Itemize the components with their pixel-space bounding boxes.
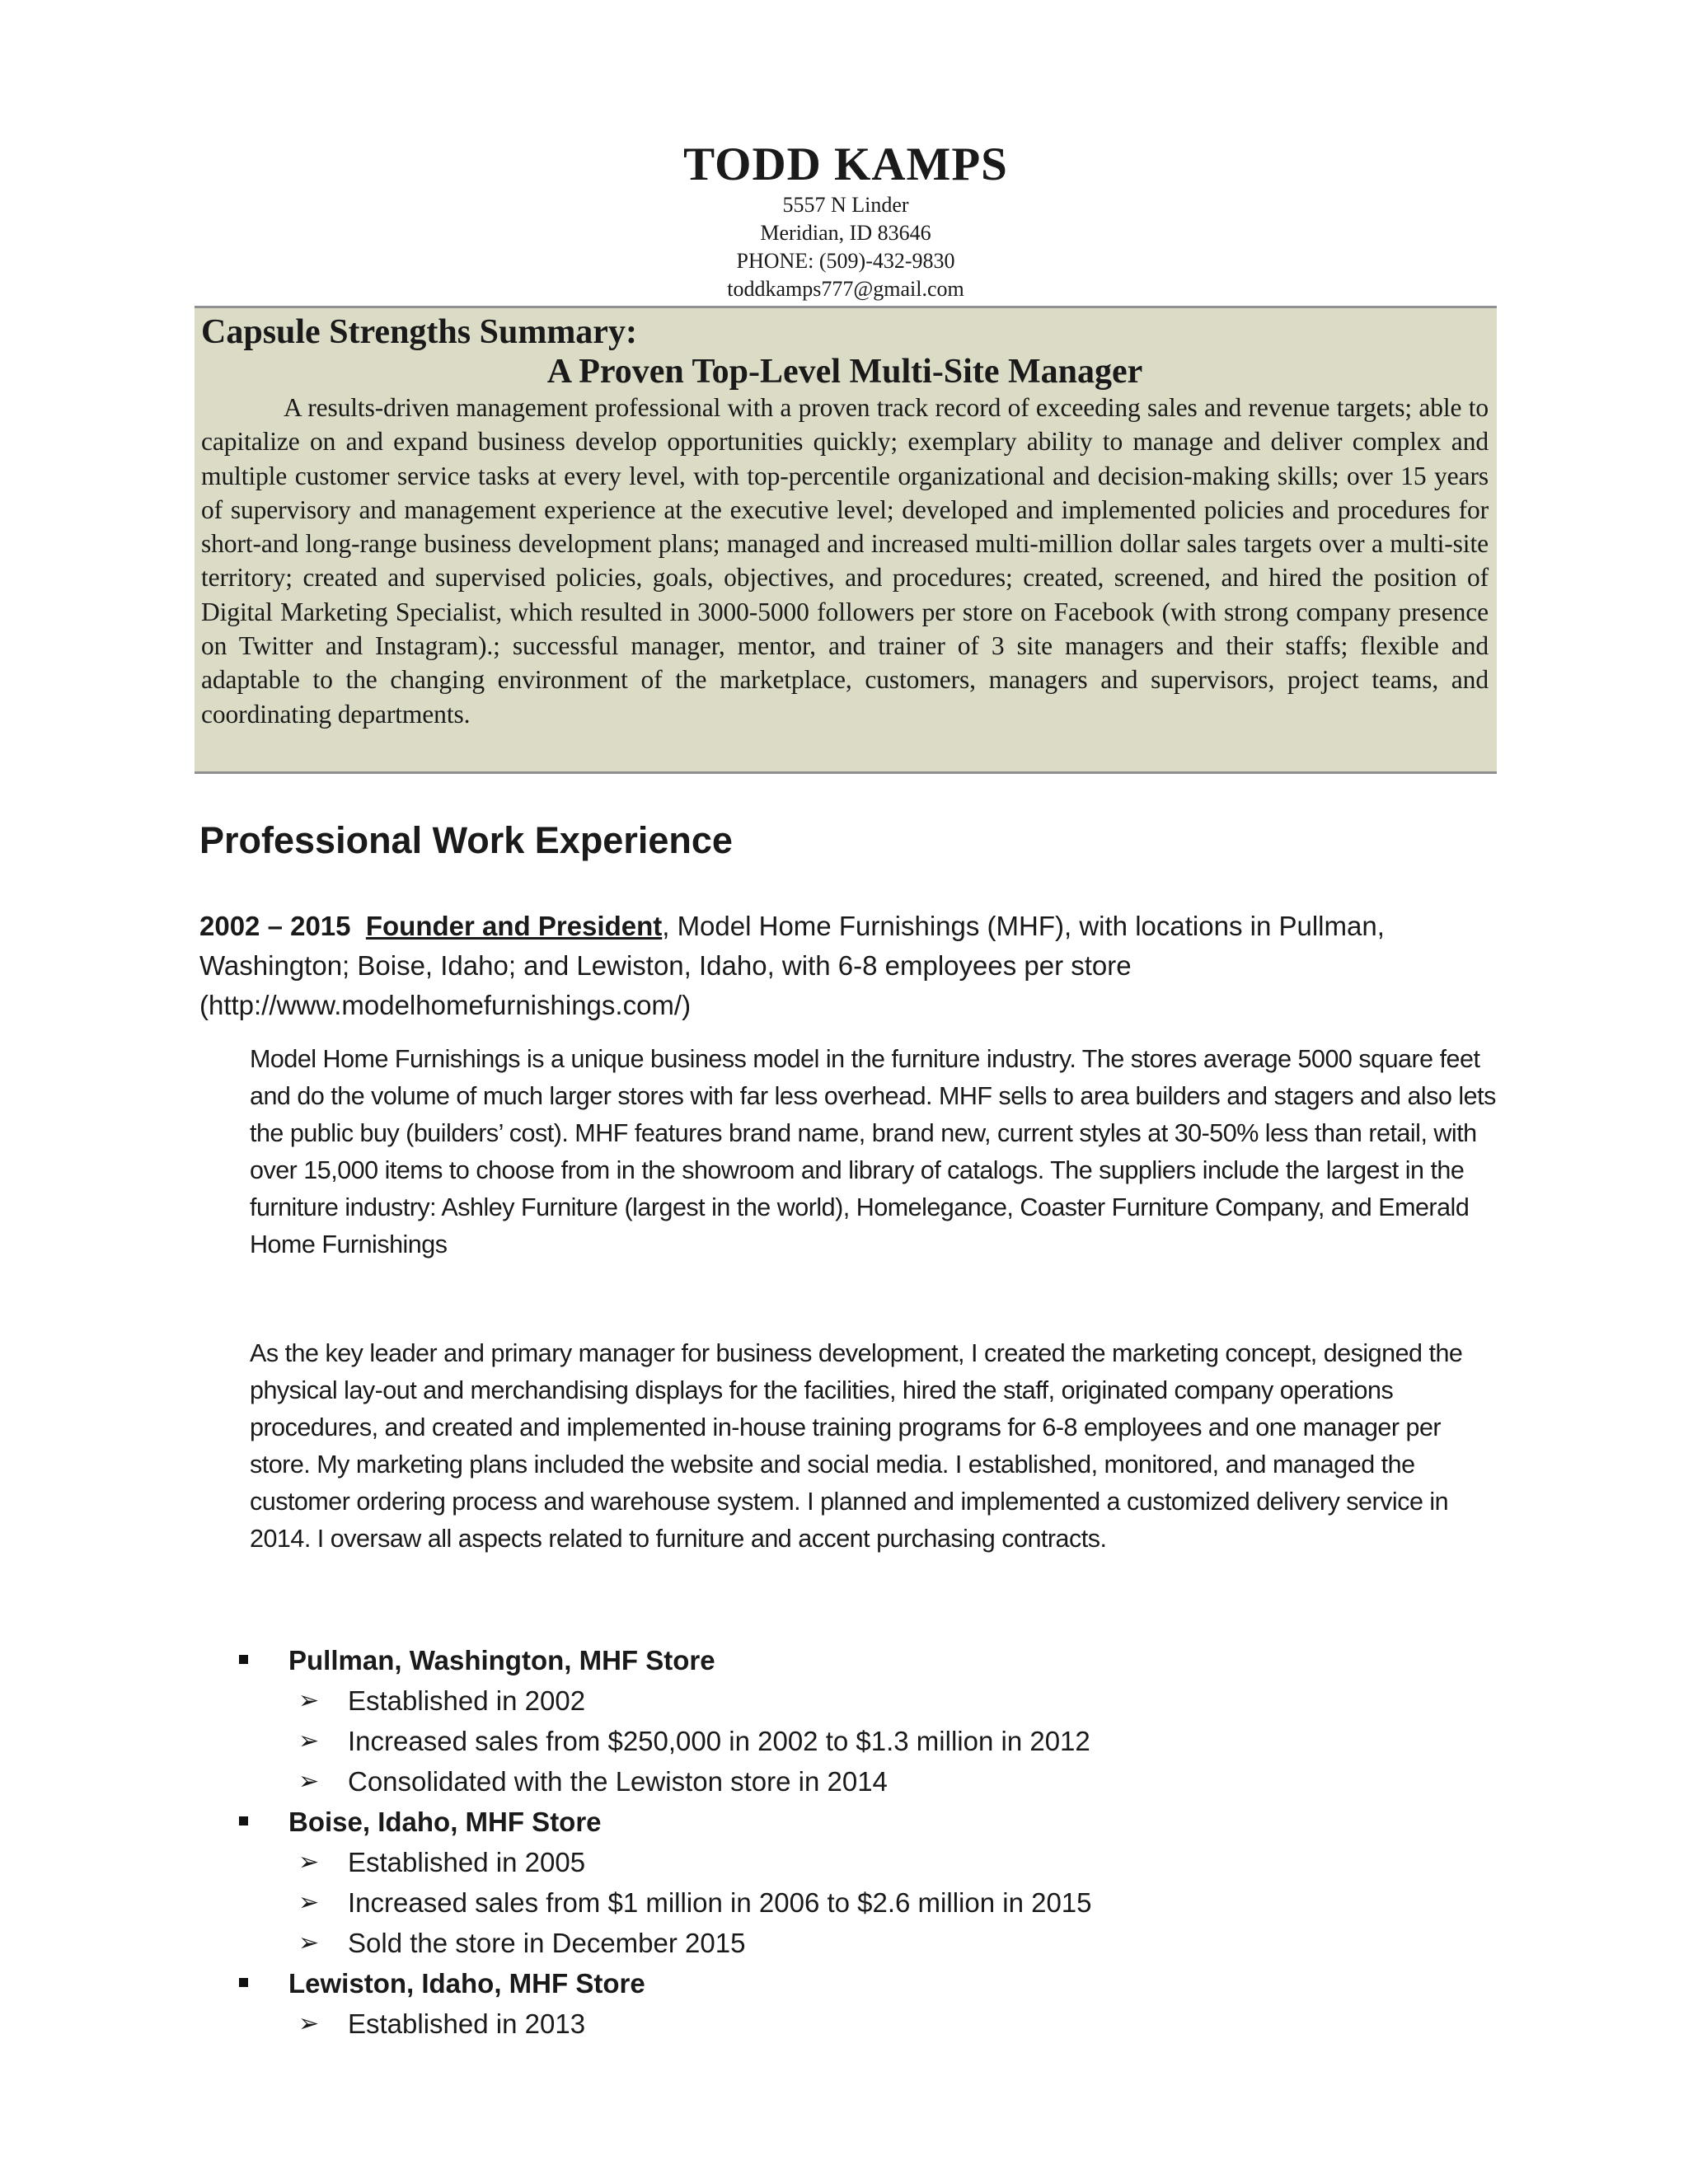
section-title-work-experience: Professional Work Experience <box>199 819 733 861</box>
square-bullet-icon <box>239 1816 248 1825</box>
store-achievement <box>0 1761 1688 1802</box>
store-heading <box>0 1963 1688 2004</box>
capsule-summary-box <box>195 306 1497 774</box>
arrow-bullet-icon: ➢ <box>298 1768 320 1795</box>
arrow-bullet-icon: ➢ <box>298 1687 320 1714</box>
summary-body: A results-driven management professional with a proven track record of exceeding sales and revenue targets; able to capitalize on and expand business develop opportunities quickly; exemplary ability to manage and deliver complex and multiple customer service tasks at every level, with top-percentile organizational and decision-making skills; over 15 years of supervisory and management experience at the executive level; developed and implemented policies and procedures for short-and long-range business development plans; managed and increased multi-million dollar sales targets over a multi-site territory; created and supervised policies, goals, objectives, and procedures; created, screened, and hired the position of Digital Marketing Specialist, which resulted in 3000-5000 followers per store on Facebook (with strong company presence on Twitter and Instagram).; successful manager, mentor, and trainer of 3 site managers and their staffs; flexible and adaptable to the changing environment of the marketplace, customers, managers and supervisors, project teams, and coordinating departments. <box>201 393 1489 729</box>
square-bullet-icon <box>239 1655 248 1664</box>
email-address: toddkamps777@gmail.com <box>727 277 964 301</box>
store-name: Lewiston, Idaho, MHF Store <box>288 1968 645 1999</box>
store-heading <box>0 1802 1688 1842</box>
store-achievement <box>0 1842 1688 1882</box>
job-description-paragraph-2: As the key leader and primary manager for business development, I created the marketing concept, designed the physical lay-out and merchandising displays for the facilities, hired the staff, originated company operations procedures, and created and implemented in-house training programs for 6-8 employees and one manager per store. My marketing plans included the website and social media. I established, monitored, and managed the customer ordering process and warehouse system. I planned and implemented a customized delivery service in 2014. I oversaw all aspects related to furniture and accent purchasing contracts. <box>250 1339 1463 1553</box>
store-achievement-text: Increased sales from $250,000 in 2002 to $1.3 million in 2012 <box>348 1726 1090 1756</box>
store-achievement <box>0 1680 1688 1721</box>
store-achievement-text: Increased sales from $1 million in 2006 to $2.6 million in 2015 <box>348 1887 1092 1918</box>
store-achievement <box>0 1721 1688 1761</box>
store-achievement <box>0 1923 1688 1963</box>
arrow-bullet-icon: ➢ <box>298 1889 320 1916</box>
store-achievement <box>0 1882 1688 1923</box>
job-details: , Model Home Furnishings (MHF), with locations in Pullman, Washington; Boise, Idaho; and Lewiston, Idaho, with 6-8 employees per store (http://www.modelhomefurnishings.com/) <box>199 911 1385 1020</box>
store-achievement-text: Established in 2002 <box>348 1685 586 1716</box>
store-achievement-text: Consolidated with the Lewiston store in 2014 <box>348 1766 888 1797</box>
job-role: Founder and President <box>365 911 663 941</box>
address-line-2: Meridian, ID 83646 <box>760 221 931 245</box>
store-entry <box>0 1640 1688 1802</box>
store-name: Pullman, Washington, MHF Store <box>288 1645 715 1675</box>
square-bullet-icon <box>239 1978 248 1987</box>
store-heading <box>0 1640 1688 1680</box>
store-achievement <box>0 2004 1688 2044</box>
arrow-bullet-icon: ➢ <box>298 2010 320 2037</box>
resume-header <box>195 138 1497 303</box>
summary-subheading: A Proven Top-Level Multi-Site Manager <box>546 353 1143 391</box>
store-entry <box>0 1963 1688 2044</box>
store-list <box>0 1640 1688 2044</box>
job-description-paragraph-1: Model Home Furnishings is a unique business model in the furniture industry. The stores average 5000 square feet and do the volume of much larger stores with far less overhead. MHF sells to area builders and stagers and also lets the public buy (builders’ cost). MHF features brand name, brand new, current styles at 30-50% less than retail, with over 15,000 items to choose from in the showroom and library of catalogs. The suppliers include the largest in the furniture industry: Ashley Furniture (largest in the world), Homelegance, Coaster Furniture Company, and Emerald Home Furnishings <box>250 1045 1496 1258</box>
arrow-bullet-icon: ➢ <box>298 1727 320 1755</box>
job-heading <box>199 907 1485 1025</box>
summary-heading: Capsule Strengths Summary: <box>201 313 637 351</box>
phone-number: PHONE: (509)-432-9830 <box>736 249 955 273</box>
store-achievement-text: Established in 2005 <box>348 1847 586 1877</box>
candidate-name: TODD KAMPS <box>683 138 1008 190</box>
store-name: Boise, Idaho, MHF Store <box>288 1807 602 1837</box>
address-line-1: 5557 N Linder <box>782 193 909 217</box>
arrow-bullet-icon: ➢ <box>298 1929 320 1957</box>
store-achievement-text: Established in 2013 <box>348 2008 586 2039</box>
arrow-bullet-icon: ➢ <box>298 1849 320 1876</box>
job-dates: 2002 – 2015 <box>199 911 351 941</box>
store-achievement-text: Sold the store in December 2015 <box>348 1928 746 1958</box>
store-entry <box>0 1802 1688 1963</box>
